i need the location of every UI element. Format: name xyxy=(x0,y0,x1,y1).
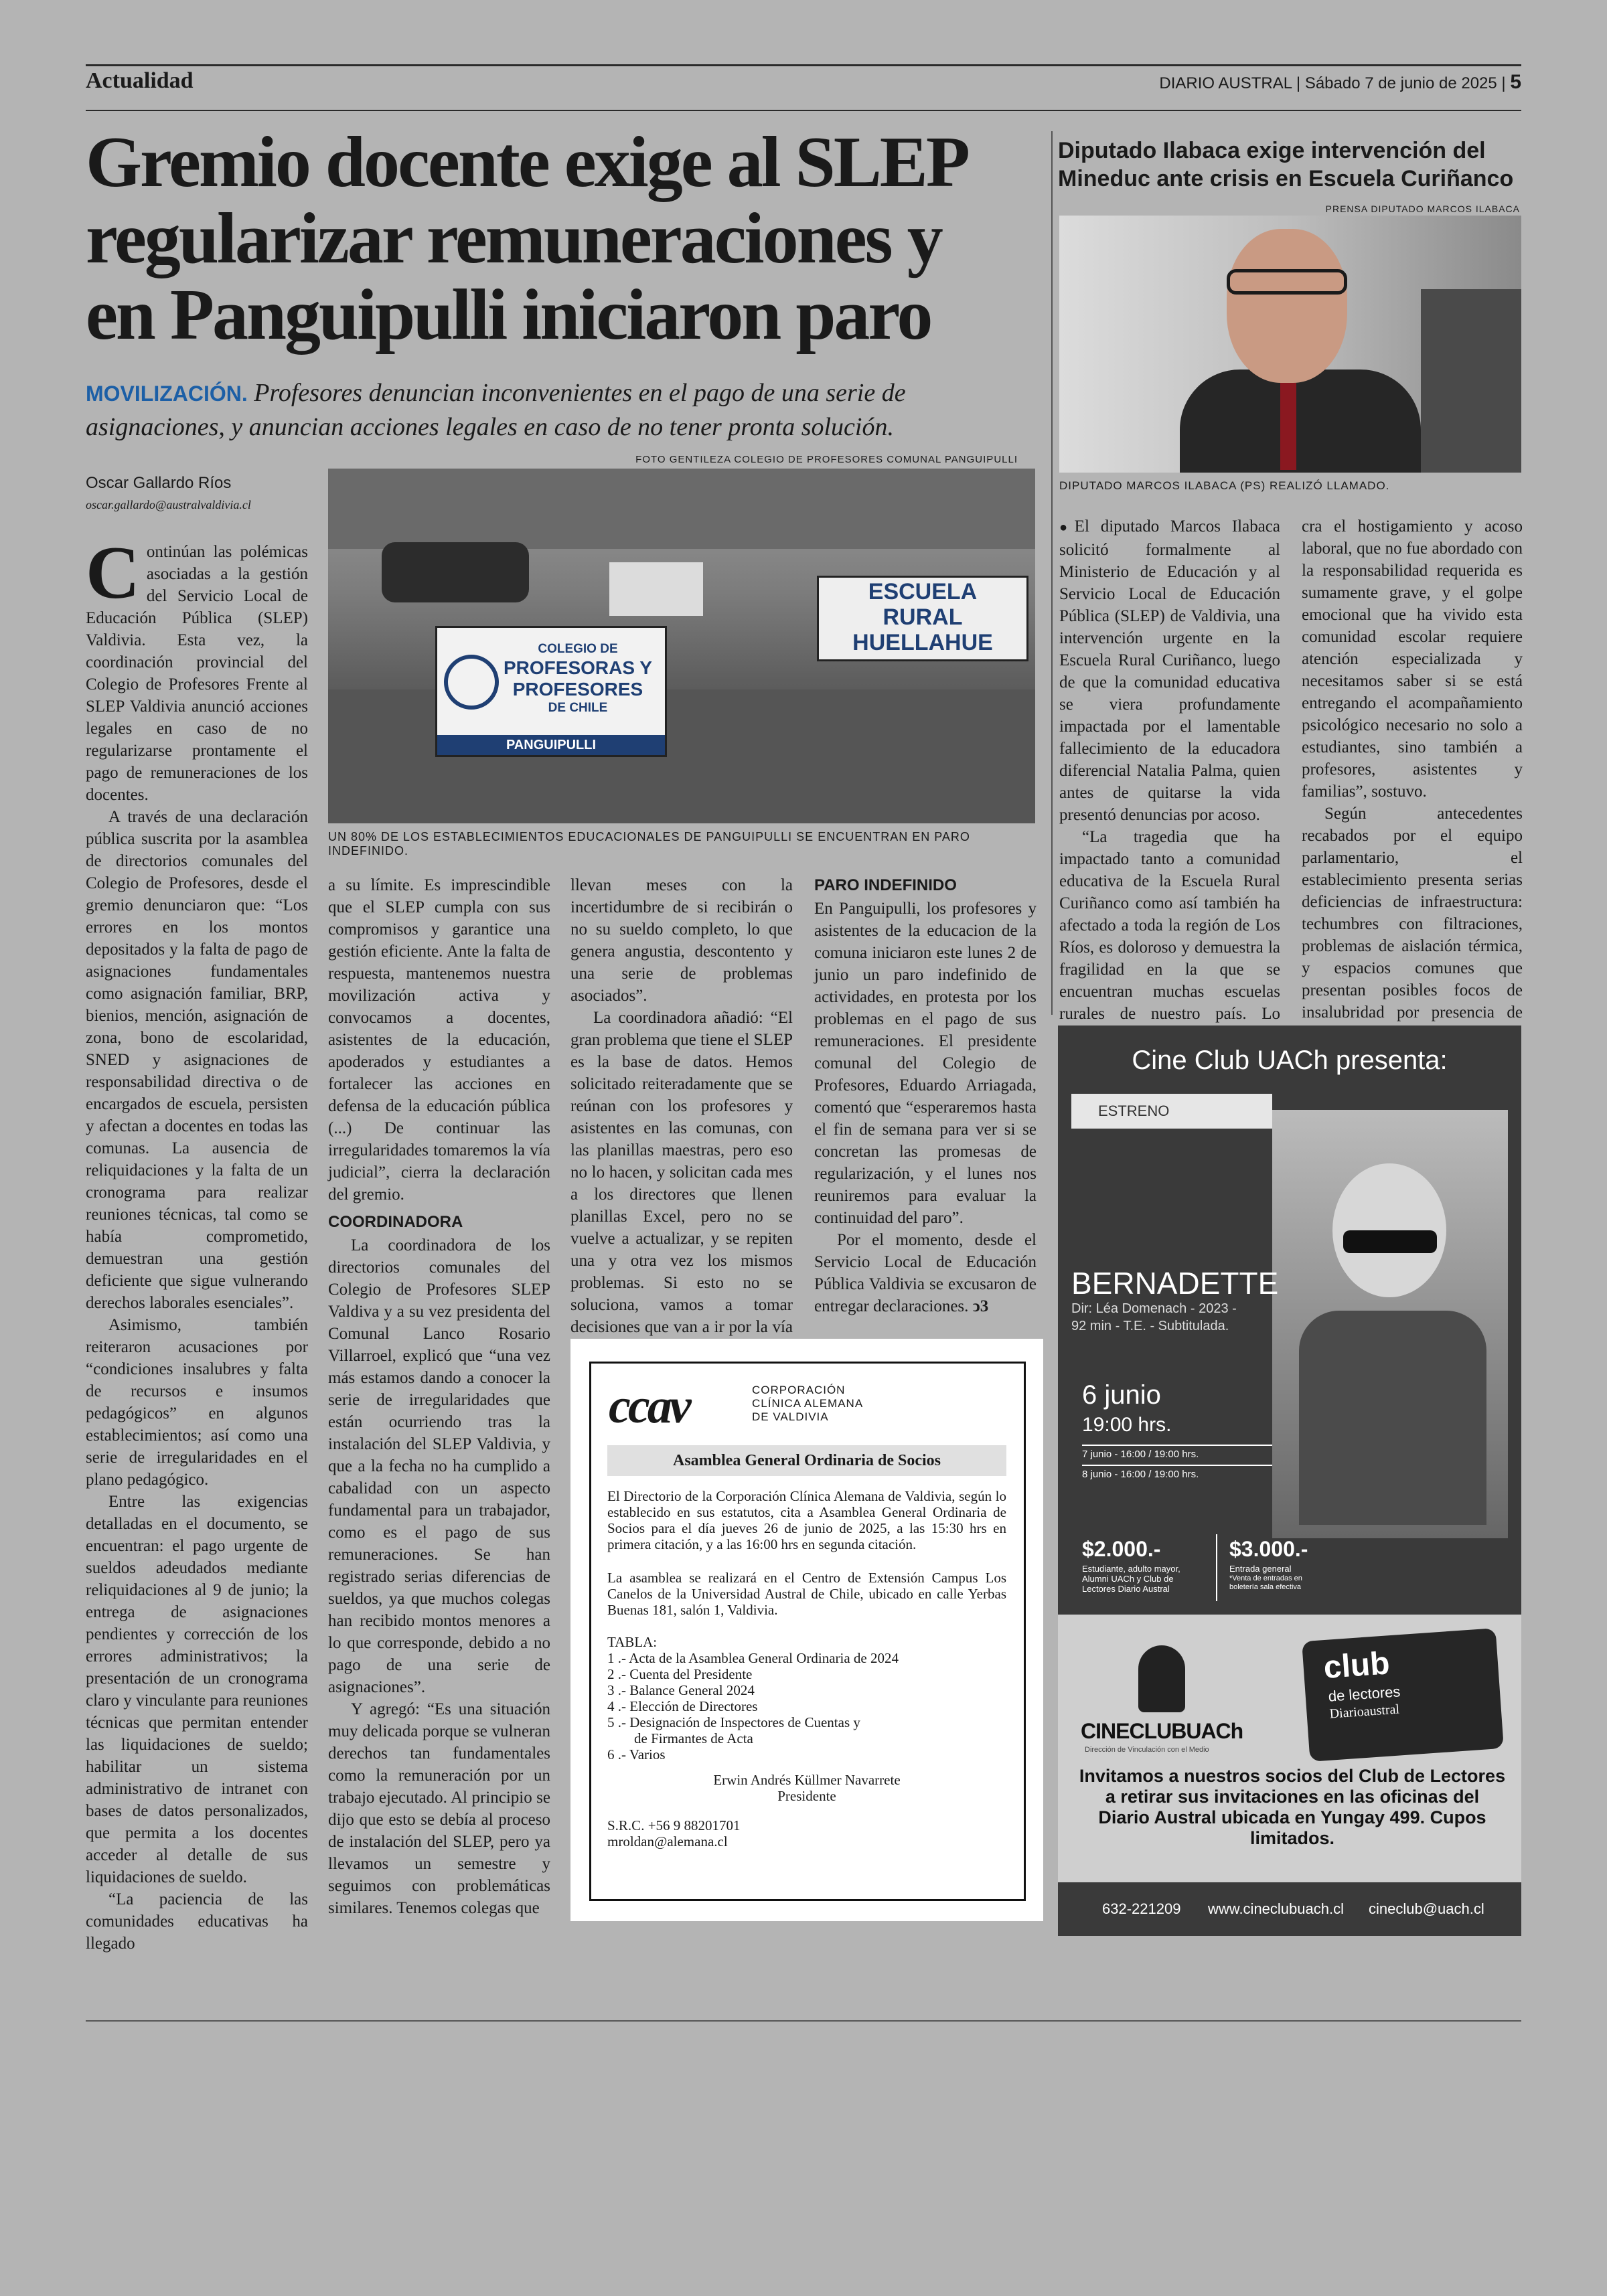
cine-contact-bar xyxy=(1058,1882,1521,1936)
notice-email: mroldan@alemana.cl xyxy=(607,1833,728,1850)
cine-ad: Cine Club UACh presenta: ESTRENO BERNADETTE Dir: Léa Domenach - 2023 - 92 min - T.E. - Subtitulada. 6 junio 19:00 hrs. 7 junio - 16:00 / 19:00 hrs. 8 junio - 16:00 / 19:00 hrs. $2.000.- Estudiante, adulto mayor, Alumni UACh y Club de Lectores Diario Austral $3.000.- Entrada general *Venta de entradas en boletería sala efectiva xyxy=(1058,1026,1521,1615)
paper-name: DIARIO AUSTRAL xyxy=(1159,74,1292,92)
cine-title: Cine Club UACh presenta: xyxy=(1132,1046,1448,1075)
author-email: oscar.gallardo@australvaldivia.cl xyxy=(86,498,251,511)
ccav-org: CORPORACIÓN CLÍNICA ALEMANA DE VALDIVIA xyxy=(752,1384,864,1423)
issue-date: Sábado 7 de junio de 2025 xyxy=(1304,74,1497,92)
cine-phone: 632-221209 xyxy=(1102,1900,1181,1917)
bird-icon xyxy=(1138,1645,1185,1712)
folio: DIARIO AUSTRAL | Sábado 7 de junio de 2025 | 5 xyxy=(1159,71,1521,93)
photo-caption: UN 80% DE LOS ESTABLECIMIENTOS EDUCACIONALES DE PANGUIPULLI SE ENCUENTRAN EN PARO INDEFINIDO. xyxy=(328,830,970,857)
cine-web[interactable]: www.cineclubuach.cl xyxy=(1208,1900,1344,1917)
cine-date: 6 junio xyxy=(1082,1380,1161,1410)
top-rule xyxy=(86,64,1521,66)
signer: Erwin Andrés Küllmer Navarrete xyxy=(713,1772,901,1788)
side-col-1: ●El diputado Marcos Ilabaca solicitó formalmente al Ministerio de Educación y al Servicio Local de Educación Pública (SLEP) de Valdivia, una intervención urgente en la Escuela Rural Curiñanco, luego de que la comunidad educativa se viera profundamente impactada por el lamentable fallecimiento de la educadora diferencial Natalia Palma, quien antes de quitarse la vida presentó denuncias por acoso. “La tragedia que ha impactado tanto a comunidad educativa de la Escuela Rural Curiñanco como así también ha afectado a toda la región de Los Ríos, es doloroso y demuestra la fragilidad en la que se encuentran muchas escuelas rurales de nuestro país. Lo xyxy=(1059,517,1280,1023)
price-2: $3.000.- xyxy=(1229,1537,1308,1561)
bottom-rule xyxy=(86,2020,1521,2022)
club-lectores: CINECLUBUACh Dirección de Vinculación con el Medio club de lectores Diarioaustral Invitamos a nuestros socios del Club de Lectores a retirar sus invitaciones en las oficinas del Diario Austral ubicada en Yungay 499. Cupos limitados. xyxy=(1058,1615,1521,1882)
notice-box xyxy=(570,1339,1043,1921)
banner-escuela: ESCUELA RURAL HUELLAHUE xyxy=(817,576,1028,661)
drop-cap: C xyxy=(86,531,140,614)
byline: Oscar Gallardo Ríos xyxy=(86,474,232,492)
page-number: 5 xyxy=(1510,71,1521,93)
notice-body: El Directorio de la Corporación Clínica Alemana de Valdivia, según lo establecido en sus estatutos, cita a Asamblea General Ordinaria de Socios para el día jueves 26 de junio de 2025, a las 15:30 hrs en primera citación, y a las 16:00 hrs en segunda citación. La asamblea se realizará en el Centro de Extensión Campus Los Canelos de la Universidad Austral de Chile, ubicado en calle Yerbas Buenas 181, salón 1, Valdivia. TABLA: 1 .- Acta de la Asamblea General Ordinaria de 2024 2 .- Cuenta del Presidente 3 .- Balance General 2024 4 .- Elección de Directores 5 .- Designación de Inspectores de Cuentas y de Firmantes de Acta 6 .- Varios Erwin Andrés Küllmer Navarrete Presidente S.R.C. +56 9 88201701 mroldan@alemana.cl xyxy=(607,1488,1006,1850)
side-photo-credit: PRENSA DIPUTADO MARCOS ILABACA xyxy=(1325,203,1520,214)
cine-email[interactable]: cineclub@uach.cl xyxy=(1369,1900,1484,1917)
deck xyxy=(86,376,1023,444)
film-title: BERNADETTE xyxy=(1071,1266,1279,1301)
cineclub-logo: CINECLUBUACh xyxy=(1081,1719,1243,1743)
section-label: Actualidad xyxy=(86,68,194,93)
main-headline: Gremio docente exige al SLEP regularizar remuneraciones y en Panguipulli iniciaron paro xyxy=(86,122,964,355)
subhead-coordinadora: COORDINADORA xyxy=(328,1213,463,1231)
protest-photo xyxy=(328,469,1035,823)
subhead-paro: PARO INDEFINIDO xyxy=(814,876,957,894)
body-col-3: llevan meses con la incertidumbre de si recibirán o no su sueldo completo, lo que genera angustia, descontento y una serie de problemas asociados”. La coordinadora añadió: “El gran problema que tiene el SLEP es la base de datos. Hemos solicitado reiteradamente que se reúnan con los profesores y asistentes en las comunas, con las planillas maestras, pero eso no lo hacen, y solicitan cada mes a los directores que llenen planillas Excel, pero no se vuelve a actualizar, y se repiten una y otra vez los mismos problemas. Si esto no se soluciona, vamos a tomar decisiones que van a ir por la vía xyxy=(570,876,793,1336)
notice-title: Asamblea General Ordinaria de Socios xyxy=(607,1445,1006,1476)
column-divider xyxy=(1051,131,1053,1015)
side-photo-caption: DIPUTADO MARCOS ILABACA (PS) REALIZÓ LLAMADO. xyxy=(1059,479,1390,492)
banner-colegio: COLEGIO DE PROFESORAS Y PROFESORES DE CHILE PANGUIPULLI xyxy=(435,626,667,757)
invite-text: Invitamos a nuestros socios del Club de Lectores a retirar sus invitaciones en las oficinas del Diario Austral ubicada en Yungay 499. Cupos limitados. xyxy=(1079,1766,1506,1848)
end-mark: ↄ3 xyxy=(972,1297,989,1315)
side-headline: Diputado Ilabaca exige intervención del Mineduc ante crisis en Escuela Curiñanco xyxy=(1058,138,1514,191)
estreno-tag: ESTRENO xyxy=(1071,1094,1272,1129)
body-col-4: PARO INDEFINIDO En Panguipulli, los profesores y asistentes de la educacion de la comuna iniciaron este lunes 2 de junio un paro indefinido de actividades, en protesta por los problemas en el pago de sus remuneraciones. El presidente comunal del Colegio de Profesores, Eduardo Arriagada, comentó que “esperaremos hasta el fin de semana para ver si se concretan las promesas de regularización, y el lunes nos reuniremos para evaluar la continuidad del paro”. Por el momento, desde el Servicio Local de Educación Pública Valdivia se excusaron de entregar declaraciones. ↄ3 xyxy=(814,874,1037,1317)
header-rule xyxy=(86,110,1521,111)
ccav-logo: ccav xyxy=(609,1379,689,1434)
body-col-1: Continúan las polémicas asociadas a la gestión del Servicio Local de Educación Pública (SLEP) Valdivia. Esta vez, la coordinación provincial del Colegio de Profesores Frente al SLEP Valdivia anunció acciones legales en caso de no regularizarse prontamente el pago de remuneraciones de los docentes. A través de una declaración pública suscrita por la asamblea de directorios comunales del Colegio de Profesores, desde el gremio denunciaron que: “Los errores en los montos depositados y la falta de pago de asignaciones fundamentales como asignación familiar, BRP, bienios, mención, asignación de zona, bono de escolaridad, SNED y asignaciones de responsabilidad directiva o de encargados de escuela, persisten y afectan a docentes en todas las comunas. La ausencia de reliquidaciones y la falta de un cronograma para realizar reuniones técnicas, tal como se había comprometido, demuestran una gestión deficiente que sigue vulnerando derechos laborales esenciales”. Asimismo, también reiteraron acusaciones por “condiciones insalubres y falta de recursos e insumos pedagógicos” en algunos establecimientos; así como una serie de irregularidades en el plano pedagógico. Entre las exigencias detalladas en el documento, se encuentran: el pago urgente de sueldos adeudados mediante reliquidaciones al 9 de junio; la entrega de asignaciones pendientes y corrección de los errores administrativos; la presentación de un cronograma claro y vinculante para reuniones técnicas que permitan entender las liquidaciones de sueldo; habilitar un sistema administrativo de intranet con bases de datos personalizados, que permita a los docentes acceder al detalle de sus liquidaciones de sueldo. “La paciencia de las comunidades educativas ha llegado xyxy=(86,531,308,1953)
side-col-2: cra el hostigamiento y acoso laboral, que no fue abordado con la responsabilidad requerida es sumamente grave, y el golpe emocional que ha vivido esta comunidad escolar requiere atención especializada y necesitamos saber si se está entregando el acompañamiento psicológico necesario no solo a estudiantes, sino también a profesores, asistentes y familias”, sostuvo. Según antecedentes recabados por el equipo parlamentario, el establecimiento presenta serias deficiencias de infraestructura: techumbres con filtraciones, problemas de aislación térmica, y espacios comunes que presentan posibles focos de insalubridad por presencia de xyxy=(1302,517,1523,1021)
price-1: $2.000.- xyxy=(1082,1537,1161,1561)
kicker: MOVILIZACIÓN. xyxy=(86,382,248,406)
deck-text: Profesores denuncian inconvenientes en el pago de una serie de asignaciones, y anuncian acciones legales en caso de no tener pronta solución. xyxy=(86,379,906,441)
deputy-photo xyxy=(1059,216,1521,473)
cine-time: 19:00 hrs. xyxy=(1082,1414,1172,1436)
poster-photo xyxy=(1272,1110,1508,1538)
photo-credit: FOTO GENTILEZA COLEGIO DE PROFESORES COMUNAL PANGUIPULLI xyxy=(635,454,1018,465)
body-col-2: a su límite. Es imprescindible que el SLEP cumpla con sus compromisos y garantice una gestión eficiente. Ante la falta de respuesta, mantenemos nuestra movilización activa y convocamos a docentes, asistentes de la educación, apoderados y estudiantes a fortalecer las acciones en defensa de la educación pública (...) De continuar las irregularidades tomaremos la vía judicial”, cierra la declaración del gremio. COORDINADORA La coordinadora de los directorios comunales del Colegio de Profesores SLEP Valdiva y a su vez presidenta del Comunal Lanco Rosario Villarroel, explicó que “una vez más estamos dando a conocer la serie de irregularidades que están ocurriendo tras la instalación del SLEP Valdivia, y que a la fecha no ha cumplido a cabalidad con un aspecto fundamental para un trabajador, como es el pago de sus remuneraciones. Se han registrado serias diferencias de sueldos, ya que muchos colegas han recibido montos menores a lo que corresponde, debido a no pago de una serie de asignaciones”. Y agregó: “Es una situación muy delicada porque se vulneran derechos tan fundamentales como la remuneración por un trabajo ejecutado. Al principio se dijo que esto se debía al proceso de instalación del SLEP, pero ya llevamos un semestre y seguimos con problemáticas similares. Tenemos colegas que xyxy=(328,876,550,1917)
club-card: club de lectores Diarioaustral xyxy=(1302,1628,1504,1762)
